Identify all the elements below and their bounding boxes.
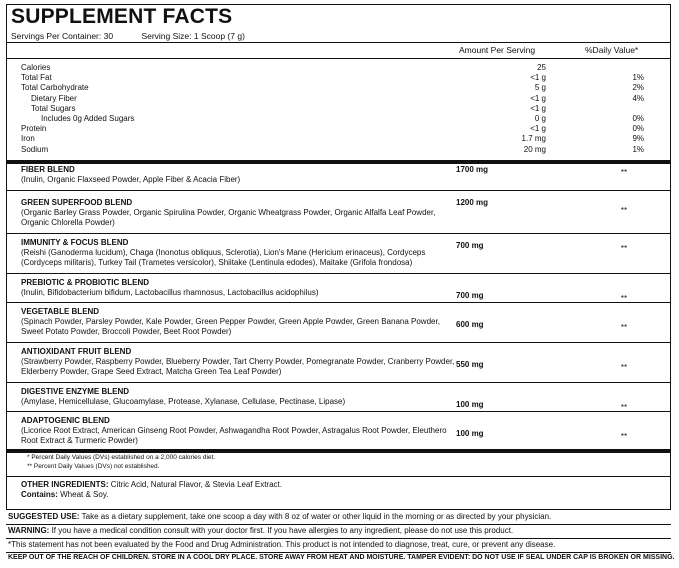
other-ingredients-text: Citric Acid, Natural Flavor, & Stevia Leaf Extract. [110, 480, 282, 489]
divider [7, 58, 670, 59]
fda-statement: *This statement has not been evaluated by the Food and Drug Administration. This product is not intended to diagnose, treat, cure, or prevent any disease. [8, 540, 556, 549]
divider [6, 538, 671, 539]
divider [7, 302, 670, 303]
nutrient-row [7, 94, 670, 104]
panel-title: SUPPLEMENT FACTS [11, 5, 233, 28]
nutrient-name: Iron [21, 134, 35, 144]
nutrient-row [7, 134, 670, 144]
warning-label: WARNING: [8, 526, 50, 535]
blend-dv: ** [620, 244, 628, 253]
contains-label: Contains: [21, 490, 58, 499]
suggested-use-text: Take as a dietary supplement, take one scoop a day with 8 oz of water or other liquid in the morning or as directed by your physician. [81, 512, 552, 521]
blend-amount: 600 mg [456, 320, 484, 329]
nutrient-dv: 4% [632, 93, 644, 103]
nutrient-dv: 2% [632, 83, 644, 93]
warning-text: If you have a medical condition consult with your doctor first. If you have allergies to any ingredient, please do not use this product. [51, 526, 514, 535]
blend-name: FIBER BLEND [21, 165, 75, 174]
nutrient-dv: 1% [632, 73, 644, 83]
nutrient-dv: 1% [632, 144, 644, 154]
blend-amount: 1200 mg [456, 198, 489, 207]
blend-ingredients: (Amylase, Hemicellulase, Glucoamylase, Protease, Xylanase, Cellulase, Pectinase, Lipase) [21, 397, 346, 406]
dv-column-header: %Daily Value* [585, 45, 639, 55]
blend-dv: ** [620, 206, 628, 215]
blend-name: PREBIOTIC & PROBIOTIC BLEND [21, 278, 150, 287]
nutrient-amount: 20 mg [523, 144, 546, 154]
nutrient-row [7, 104, 670, 114]
keep-out-warning: KEEP OUT OF THE REACH OF CHILDREN. STORE IN A COOL DRY PLACE. STORE AWAY FROM HEAT AND MOISTURE. TAMPER EVIDENT: DO NOT USE IF SEAL UNDER CAP IS BROKEN OR MISSING. [8, 554, 675, 561]
serving-size: Serving Size: 1 Scoop (7 g) [141, 31, 245, 41]
servings-per-container: Servings Per Container: 30 [11, 31, 114, 41]
blend-dv: ** [620, 432, 628, 441]
nutrient-row [7, 145, 670, 155]
nutrient-name: Dietary Fiber [31, 93, 77, 103]
other-ingredients-label: OTHER INGREDIENTS: [21, 480, 109, 489]
amount-column-header: Amount Per Serving [459, 45, 536, 55]
divider [7, 42, 670, 43]
divider [7, 190, 670, 191]
blend-amount: 100 mg [456, 400, 484, 409]
serving-info [11, 31, 271, 41]
blend-dv: ** [620, 168, 628, 177]
nutrient-amount: 5 g [534, 83, 546, 93]
nutrient-row [7, 73, 670, 83]
nutrient-name: Protein [21, 124, 47, 134]
footnote: ** Percent Daily Values (DVs) not established. [27, 463, 160, 470]
blend-name: ANTIOXIDANT FRUIT BLEND [21, 347, 132, 356]
suggested-use-label: SUGGESTED USE: [8, 512, 80, 521]
blend-name: IMMUNITY & FOCUS BLEND [21, 238, 129, 247]
blend-ingredients: (Licorice Root Extract, American Ginseng Root Powder, Ashwagandha Root Powder, Astragalus Root Powder, Eleuthero Root Extract & Turmeric Powder) [21, 426, 447, 445]
nutrient-name: Calories [21, 63, 51, 72]
blend-dv: ** [620, 363, 628, 372]
divider [7, 411, 670, 412]
blend-ingredients: (Inulin, Organic Flaxseed Powder, Apple Fiber & Acacia Fiber) [21, 175, 241, 184]
nutrient-name: Sodium [21, 144, 49, 154]
supplement-facts-panel [6, 4, 671, 510]
blend-dv: ** [620, 403, 628, 412]
nutrient-amount: 0 g [534, 114, 546, 123]
blend-ingredients: (Reishi (Ganoderma lucidum), Chaga (Inonotus obliquus, Sclerotia), Lion's Mane (Hericium erinaceus), Cordyceps (Cordyceps militaris), Turkey Tail (Trametes versicolor), Shiitake (Lentinula edodes), Maitake (Grifola frondosa) [21, 248, 426, 267]
blend-dv: ** [620, 294, 628, 303]
blend-amount: 1700 mg [456, 165, 489, 174]
blend-name: ADAPTOGENIC BLEND [21, 416, 110, 425]
divider [7, 476, 670, 477]
divider [6, 524, 671, 525]
nutrient-name: Total Sugars [31, 103, 76, 113]
nutrient-row [7, 83, 670, 93]
nutrient-amount: <1 g [530, 93, 546, 103]
blend-ingredients: (Organic Barley Grass Powder, Organic Spirulina Powder, Organic Wheatgrass Powder, Organic Alfalfa Leaf Powder, Organic Chlorella Powder) [21, 208, 436, 227]
blend-dv: ** [620, 323, 628, 332]
nutrient-dv: 0% [632, 124, 644, 134]
nutrient-dv: 9% [632, 134, 644, 144]
divider [7, 233, 670, 234]
nutrient-amount: 25 [537, 63, 546, 72]
divider [7, 382, 670, 383]
contains-text: Wheat & Soy. [60, 490, 109, 499]
divider [7, 449, 670, 453]
blend-amount: 700 mg [456, 291, 484, 300]
nutrient-name: Includes 0g Added Sugars [41, 114, 135, 123]
blend-ingredients: (Spinach Powder, Parsley Powder, Kale Powder, Green Pepper Powder, Green Apple Powder, Green Banana Powder, Sweet Potato Powder, Broccoli Powder, Beet Root Powder) [21, 317, 440, 336]
divider [6, 552, 671, 553]
warning [8, 526, 513, 535]
blend-name: GREEN SUPERFOOD BLEND [21, 198, 133, 207]
nutrient-amount: <1 g [530, 103, 546, 113]
nutrient-amount: <1 g [530, 73, 546, 83]
blend-amount: 100 mg [456, 429, 484, 438]
nutrient-amount: 1.7 mg [521, 134, 546, 144]
suggested-use [8, 512, 551, 521]
divider [7, 160, 670, 164]
nutrient-dv: 0% [632, 114, 644, 123]
contains [21, 490, 108, 500]
blend-name: VEGETABLE BLEND [21, 307, 100, 316]
other-ingredients [21, 480, 282, 490]
nutrient-amount: <1 g [530, 124, 546, 134]
blend-amount: 550 mg [456, 360, 484, 369]
footnote: * Percent Daily Values (DVs) established on a 2,000 calories diet. [27, 454, 216, 461]
nutrient-row [7, 114, 670, 124]
divider [7, 342, 670, 343]
nutrient-row [7, 63, 670, 73]
divider [7, 273, 670, 274]
blend-amount: 700 mg [456, 241, 484, 250]
blend-name: DIGESTIVE ENZYME BLEND [21, 387, 130, 396]
nutrient-name: Total Carbohydrate [21, 83, 89, 93]
blend-ingredients: (Strawberry Powder, Raspberry Powder, Blueberry Powder, Tart Cherry Powder, Pomegranate Powder, Cranberry Powder, Elderberry Powder, Grape Seed Extract, Matcha Green Tea Leaf Powder) [21, 357, 455, 376]
nutrient-row [7, 124, 670, 134]
nutrient-name: Total Fat [21, 73, 52, 83]
blend-ingredients: (Inulin, Bifidobacterium bifidum, Lactobacillus rhamnosus, Lactobacillus acidophilus) [21, 288, 319, 297]
